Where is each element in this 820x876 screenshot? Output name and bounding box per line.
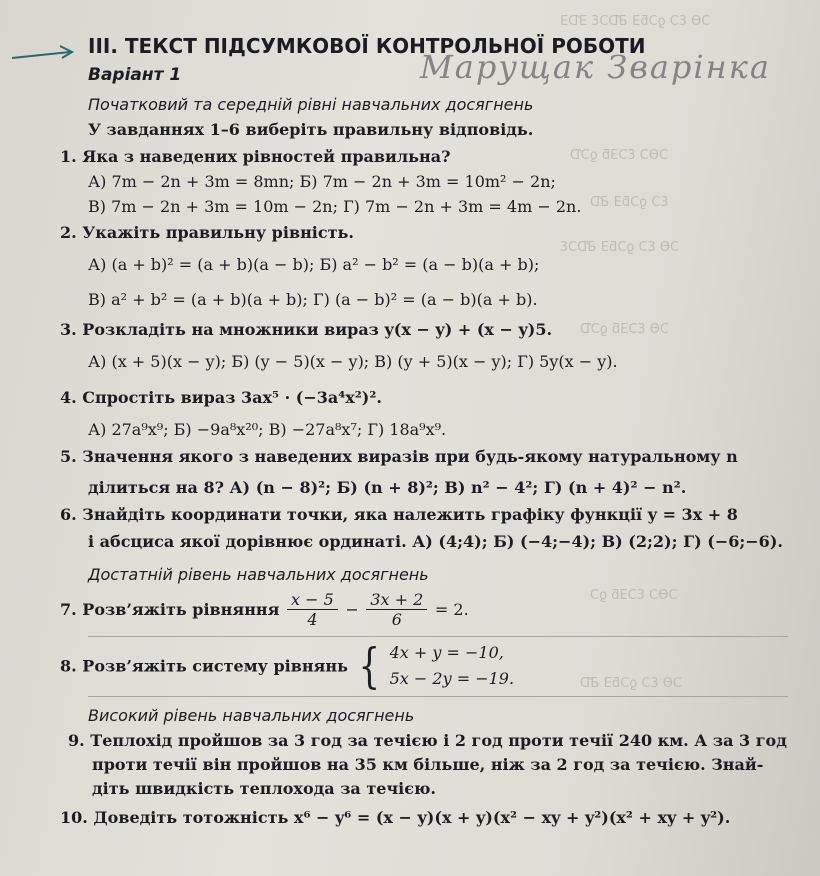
question-text: Знайдіть координати точки, яка належить графіку функції y = 3x + 8: [82, 505, 738, 524]
level-basic-heading: Початковий та середній рівні навчальних досягнень: [88, 95, 534, 114]
bleed-through-text: ƆƟƆ ƐƆƎƃ ƍƆƊ: [570, 148, 669, 163]
question-text: Значення якого з наведених виразів при будь-якому натуральному n: [82, 447, 738, 466]
question-9-line-2: проти течії він пройшов на 35 км більше, ніж за 2 год за течією. Знай-: [92, 755, 764, 774]
question-2: [60, 223, 354, 242]
question-1: [60, 147, 450, 166]
question-text: Доведіть тотожність x⁶ − y⁶ = (x − y)(x + y)(x² − xy + y²)(x² + xy + y²).: [93, 808, 731, 827]
question-9: [68, 731, 787, 750]
fraction-1-numerator: x − 5: [287, 590, 338, 610]
question-text: Спростіть вираз 3ax⁵ · (−3a⁴x²)².: [82, 388, 382, 407]
question-3-options: А) (x + 5)(x − y); Б) (y − 5)(x − y); В) (y + 5)(x − y); Г) 5y(x − y).: [88, 352, 618, 371]
bleed-through-text: ƆƟ ƐƆ ƍƆƃƎ ƋƊƆƐ ƎƊƎ: [560, 14, 711, 29]
question-4-options: А) 27a⁹x⁹; Б) −9a⁸x²⁰; В) −27a⁸x⁷; Г) 18a⁹x⁹.: [88, 420, 447, 439]
equation-system: [390, 640, 514, 692]
question-5: [60, 447, 738, 466]
question-8: [60, 640, 514, 692]
question-number: 6.: [60, 505, 77, 524]
bleed-through-text: ƐƆ ƍƆƃƎ ƋƊ: [590, 195, 669, 210]
question-text-line-1: Теплохід пройшов за 3 год за течією і 2 год проти течії 240 км. А за 3 год: [90, 731, 787, 750]
question-text: Розв’яжіть систему рівнянь: [82, 656, 348, 676]
question-text: Розкладіть на множники вираз y(x − y) + (x − y)5.: [82, 320, 553, 339]
divider: [88, 636, 788, 637]
question-text: Розв’яжіть рівняння: [82, 600, 280, 619]
bleed-through-text: ƆƟ ƐƆ ƍƆƃƎ ƋƊ: [580, 676, 683, 691]
question-6: [60, 505, 738, 524]
question-number: 5.: [60, 447, 77, 466]
minus-sign: −: [345, 600, 359, 619]
fraction-2: [366, 590, 427, 629]
question-1-options-a-b: А) 7m − 2n + 3m = 8mn; Б) 7m − 2n + 3m = 10m² − 2n;: [88, 172, 556, 191]
question-10: [60, 808, 730, 827]
equation-rhs: = 2.: [434, 600, 469, 619]
question-number: 8.: [60, 656, 77, 676]
fraction-1-denominator: 4: [307, 610, 318, 629]
divider: [88, 696, 788, 697]
question-number: 2.: [60, 223, 77, 242]
question-1-options-c-d: В) 7m − 2n + 3m = 10m − 2n; Г) 7m − 2n + 3m = 4m − 2n.: [88, 197, 582, 216]
question-3: [60, 320, 552, 339]
equation-2: 5x − 2y = −19.: [389, 669, 515, 688]
question-number: 10.: [60, 808, 88, 827]
handwritten-name: Марущак Зварінка: [420, 48, 771, 86]
question-number: 1.: [60, 147, 77, 166]
fraction-2-numerator: 3x + 2: [366, 590, 427, 610]
fraction-1: [287, 590, 338, 629]
question-text: Укажіть правильну рівність.: [82, 223, 354, 242]
question-2-options-a-b: А) (a + b)² = (a + b)(a − b); Б) a² − b² = (a − b)(a + b);: [88, 255, 540, 274]
question-number: 4.: [60, 388, 77, 407]
question-number: 9.: [68, 731, 85, 750]
pen-arrow-icon: [10, 38, 80, 68]
level-high-heading: Високий рівень навчальних досягнень: [88, 706, 415, 725]
bleed-through-text: ƆƟ ƐƆƎƃ ƍƆƊ: [580, 322, 669, 337]
question-9-line-3: діть швидкість теплохода за течією.: [92, 779, 436, 798]
equation-1: 4x + y = −10,: [389, 643, 504, 662]
question-6-options: і абсциса якої дорівнює ординаті. А) (4;4); Б) (−4;−4); В) (2;2); Г) (−6;−6).: [88, 532, 783, 551]
section-title: ІІІ. ТЕКСТ ПІДСУМКОВОЇ КОНТРОЛЬНОЇ РОБОТИ: [88, 34, 646, 58]
instruction-text: У завданнях 1–6 виберіть правильну відповідь.: [88, 120, 534, 139]
question-number: 7.: [60, 600, 77, 619]
question-2-options-c-d: В) a² + b² = (a + b)(a + b); Г) (a − b)² = (a − b)(a + b).: [88, 290, 538, 309]
level-sufficient-heading: Достатній рівень навчальних досягнень: [88, 565, 429, 584]
variant-label: Варіант 1: [88, 65, 182, 85]
bleed-through-text: ƆƟ ƐƆ ƍƆƃƎ ƋƊƆƐ: [560, 240, 680, 255]
question-text: Яка з наведених рівностей правильна?: [82, 147, 451, 166]
system-brace-icon: {: [358, 638, 380, 694]
question-4: [60, 388, 382, 407]
fraction-2-denominator: 6: [391, 610, 402, 629]
question-7: [60, 590, 469, 629]
bleed-through-text: ƆƟƆ ƐƆƎƃ ƍƆ: [590, 588, 678, 603]
question-number: 3.: [60, 320, 77, 339]
question-5-options: ділиться на 8? А) (n − 8)²; Б) (n + 8)²; В) n² − 4²; Г) (n + 4)² − n².: [88, 478, 687, 497]
